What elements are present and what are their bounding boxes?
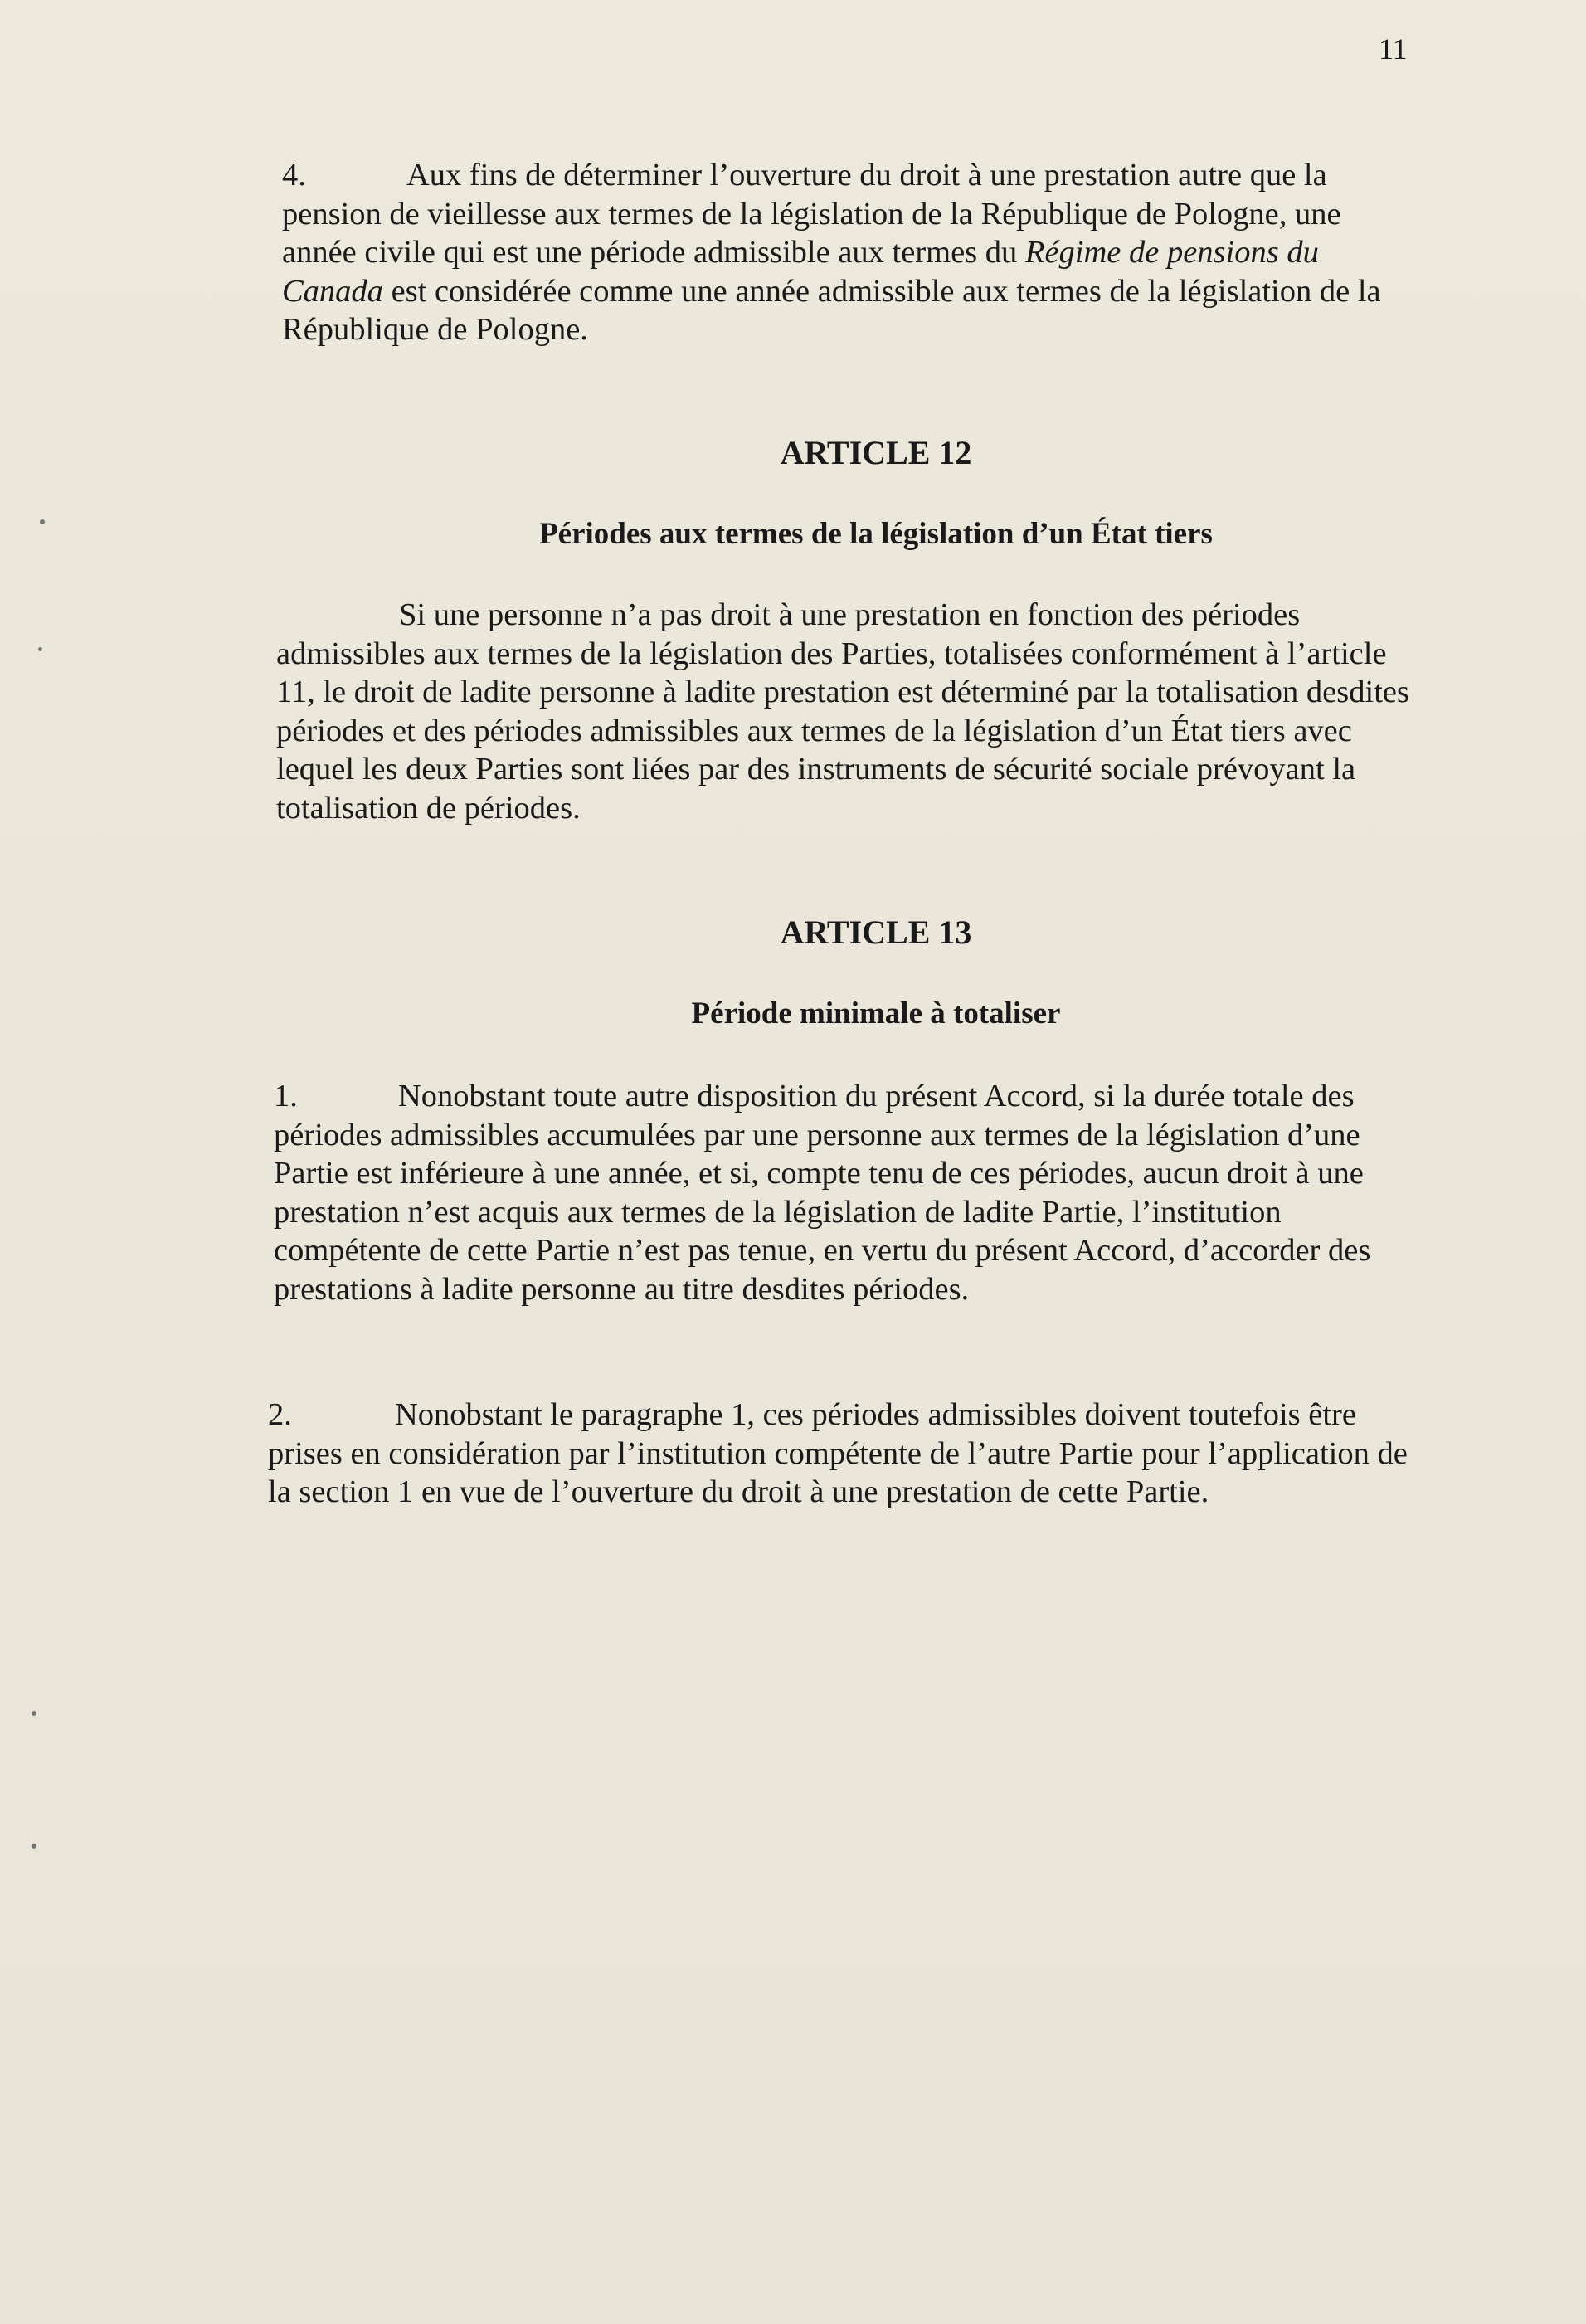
article-13-subtitle: Période minimale à totaliser	[691, 996, 1061, 1030]
article-13-paragraph-1	[274, 1077, 1423, 1308]
article-13-paragraph-2-number: 2.	[268, 1397, 292, 1432]
section-4-italic-text: Régime de pensions du Canada	[282, 235, 1319, 309]
article-12-subtitle: Périodes aux termes de la législation d’un État tiers	[539, 517, 1213, 551]
article-13-paragraph-2-text: Nonobstant le paragraphe 1, ces périodes admissibles doivent toutefois être prises en considération par l’institution compétente de l’autre Partie pour l’application de la section 1 en vue de l’ouverture du droit à une prestation de cette Partie.	[268, 1397, 1408, 1509]
scan-mark	[40, 519, 45, 524]
article-13-paragraph-2	[268, 1396, 1408, 1512]
scan-mark	[32, 1844, 36, 1849]
article-13-paragraph-1-text: Nonobstant toute autre disposition du présent Accord, si la durée totale des périodes admissibles accumulées par une personne aux termes de la législation d’une Partie est inférieure à une année, et si, compte tenu de ces périodes, aucun droit à une prestation n’est acquis aux termes de la législation de ladite Partie, l’institution compétente de cette Partie n’est pas tenue, en vertu du présent Accord, d’accorder des prestations à ladite personne au titre desdites périodes.	[274, 1079, 1371, 1307]
section-4-text-start: Aux fins de déterminer l’ouverture du droit à une prestation autre que la pension de vieillesse aux termes de la législation de la République de Pologne, une année civile qui est une période admissible aux termes du	[282, 158, 1341, 270]
article-12-body	[276, 596, 1421, 827]
page-number: 11	[1379, 32, 1408, 66]
section-4-text-end: est considérée comme une année admissible aux termes de la législation de la République de Pologne.	[282, 273, 1381, 347]
scan-mark	[38, 647, 42, 651]
section-4-paragraph	[282, 156, 1398, 349]
article-12-title: ARTICLE 12	[780, 434, 972, 471]
article-12-body-text: Si une personne n’a pas droit à une prestation en fonction des périodes admissibles aux termes de la législation des Parties, totalisées conformément à l’article 11, le droit de ladite personne à ladite prestation est déterminé par la totalisation desdites périodes et des périodes admissibles aux termes de la législation d’un État tiers avec lequel les deux Parties sont liées par des instruments de sécurité sociale prévoyant la totalisation de périodes.	[276, 597, 1409, 826]
section-4-number: 4.	[282, 158, 306, 192]
article-13-title: ARTICLE 13	[780, 914, 972, 951]
article-13-paragraph-1-number: 1.	[274, 1079, 298, 1113]
scan-mark	[32, 1711, 36, 1716]
